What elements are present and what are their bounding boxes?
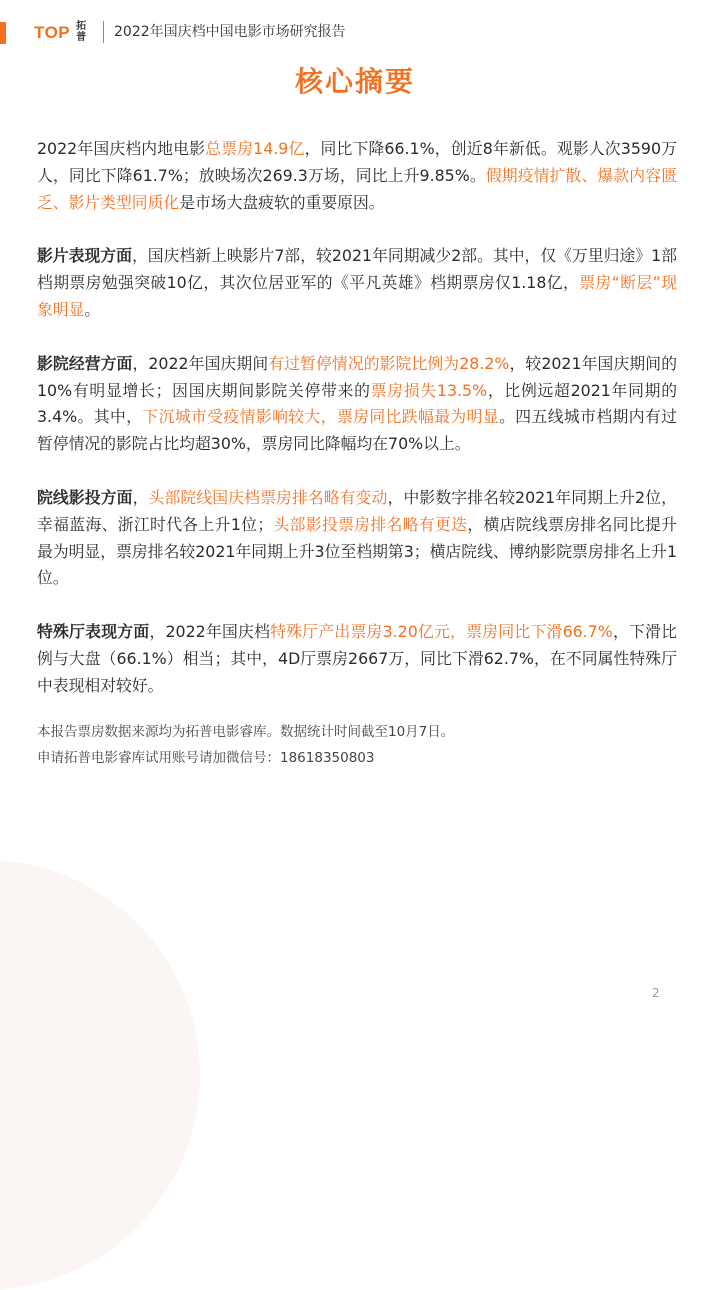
paragraph-cinema-operation — [37, 351, 677, 458]
body-text: 。 — [84, 299, 101, 319]
page-title: 核心摘要 — [294, 65, 415, 98]
highlight-text: 特殊厅产出票房3.20亿元，票房同比下滑66.7% — [270, 622, 613, 642]
highlight-text: 总票房14.9亿 — [205, 139, 305, 158]
highlight-text: 假期疫情扩散、爆款内容匮乏、影片类型同质化 — [37, 165, 677, 212]
highlight-text: 票房损失13.5% — [370, 380, 488, 400]
body-text: 是市场大盘疲软的重要原因。 — [179, 192, 385, 212]
paragraph-special-hall — [37, 619, 677, 699]
body-text: ，2022年国庆档 — [149, 622, 271, 642]
section-heading: 特殊厅表现方面 — [37, 622, 150, 642]
header-accent-bar — [0, 22, 6, 44]
data-source-note: 本报告票房数据来源均为拓普电影睿库。数据统计时间截至10月7日。 — [37, 724, 455, 740]
highlight-text: 票房“断层”现象明显 — [37, 273, 677, 319]
body-text: ，同比下降66.1%，创近8年新低。观影人次3590万人，同比下降61.7%；放映场次269.3万场，同比上升9.85%。 — [37, 139, 677, 185]
header-divider — [103, 21, 104, 43]
page-number: 2 — [652, 986, 660, 1000]
paragraph-circuit-investment — [37, 485, 677, 592]
brand-logo — [34, 20, 88, 44]
body-text: ， — [132, 487, 149, 507]
section-heading: 影片表现方面 — [37, 246, 132, 266]
body-text: ，比例远超2021年同期的3.4%。其中， — [37, 380, 677, 427]
summary-content — [37, 136, 677, 727]
body-text: ，中影数字排名较2021年同期上升2位，幸福蓝海、浙江时代各上升1位； — [37, 487, 677, 534]
paragraph-overview — [37, 136, 677, 216]
body-text: 2022年国庆档内地电影 — [37, 139, 206, 158]
trial-account-note: 申请拓普电影睿库试用账号请加微信号：18618350803 — [37, 750, 375, 766]
decorative-circle — [0, 860, 200, 1290]
highlight-text: 头部影投票房排名略有更迭 — [273, 514, 468, 534]
paragraph-film-performance — [37, 243, 677, 323]
report-title: 2022年国庆档中国电影市场研究报告 — [114, 24, 346, 40]
body-text: ，国庆档新上映影片7部，较2021年同期减少2部。其中，仅《万里归途》1部档期票房勉强突破10亿，其次位居亚军的《平凡英雄》档期票房仅1.18亿， — [37, 246, 677, 293]
highlight-text: 头部院线国庆档票房排名略有变动 — [148, 487, 388, 507]
body-text: ，较2021年国庆期间的10%有明显增长；因国庆期间影院关停带来的 — [37, 353, 677, 400]
body-text: ，横店院线票房排名同比提升最为明显，票房排名较2021年同期上升3位至档期第3；横店院线、博纳影院票房排名上升1位。 — [37, 514, 677, 588]
body-text: 。四五线城市档期内有过暂停情况的影院占比均超30%，票房同比降幅均在70%以上。 — [37, 407, 677, 454]
highlight-text: 有过暂停情况的影院比例为28.2% — [268, 353, 510, 373]
logo-sub-text: 拓普 — [76, 21, 87, 43]
section-heading: 院线影投方面 — [37, 487, 133, 507]
logo-text: TOP — [34, 22, 71, 42]
section-heading: 影院经营方面 — [37, 353, 133, 373]
body-text: ，2022年国庆期间 — [132, 353, 269, 373]
body-text: ，下滑比例与大盘（66.1%）相当；其中，4D厅票房2667万，同比下滑62.7%，在不同属性特殊厅中表现相对较好。 — [37, 622, 677, 695]
footer-notes — [37, 719, 677, 771]
highlight-text: 下沉城市受疫情影响较大，票房同比跌幅最为明显 — [142, 407, 500, 427]
